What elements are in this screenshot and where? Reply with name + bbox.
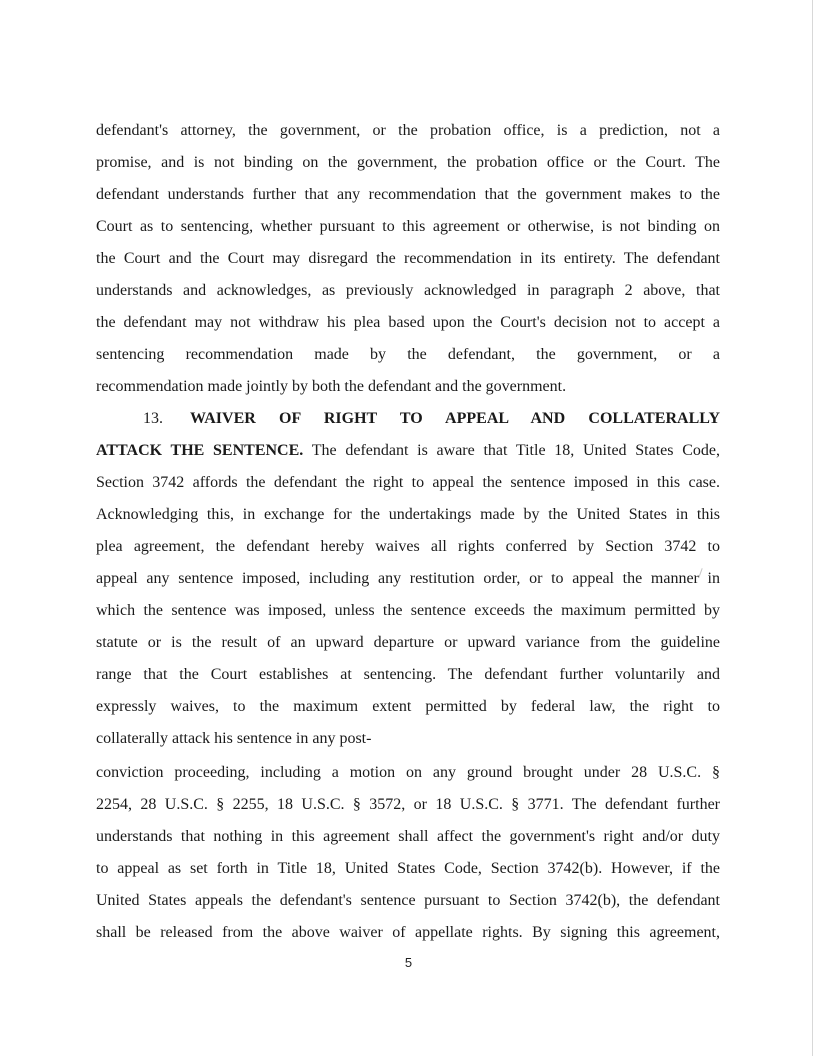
paragraph-13-continued xyxy=(96,757,720,949)
text-line: the defendant may not withdraw his plea based upon the Court's decision not to accept a xyxy=(96,314,720,331)
page-number: 5 xyxy=(404,955,413,970)
text-line: United States appeals the defendant's sentence pursuant to Section 3742(b), the defendant xyxy=(96,892,720,909)
text-line: plea agreement, the defendant hereby waives all rights conferred by Section 3742 to xyxy=(96,538,720,555)
text-line: defendant understands further that any recommendation that the government makes to the xyxy=(96,186,720,203)
text-line: promise, and is not binding on the government, the probation office or the Court. The xyxy=(96,154,720,171)
section-heading-line xyxy=(96,403,720,435)
text-line: which the sentence was imposed, unless the sentence exceeds the maximum permitted by xyxy=(96,602,720,619)
section-heading-cont: ATTACK THE SENTENCE. xyxy=(96,442,304,459)
section-heading: WAIVER OF RIGHT TO APPEAL AND COLLATERALLY xyxy=(190,410,720,427)
text-line xyxy=(96,435,720,467)
text-line: expressly waives, to the maximum extent permitted by federal law, the right to xyxy=(96,698,720,715)
text-line: understands and acknowledges, as previously acknowledged in paragraph 2 above, that xyxy=(96,282,720,299)
text-line: Acknowledging this, in exchange for the undertakings made by the United States in this xyxy=(96,506,720,523)
text-line: recommendation made jointly by both the defendant and the government. xyxy=(96,378,567,395)
text-line: range that the Court establishes at sentencing. The defendant further voluntarily and xyxy=(96,666,720,683)
text-span: The defendant is aware that Title 18, United States Code, xyxy=(303,442,721,459)
text-line: Section 3742 affords the defendant the right to appeal the sentence imposed in this case. xyxy=(96,474,720,491)
text-line: 2254, 28 U.S.C. § 2255, 18 U.S.C. § 3572, or 18 U.S.C. § 3771. The defendant further xyxy=(96,796,720,813)
text-line: the Court and the Court may disregard the recommendation in its entirety. The defendant xyxy=(96,250,720,267)
text-line: understands that nothing in this agreement shall affect the government's right and/or duty xyxy=(96,828,720,845)
section-number: 13. xyxy=(143,410,163,427)
text-line: sentencing recommendation made by the defendant, the government, or a xyxy=(96,346,720,363)
text-line: conviction proceeding, including a motion on any ground brought under 28 U.S.C. § xyxy=(96,764,720,781)
paragraph-12-continued xyxy=(96,115,720,403)
text-line: collaterally attack his sentence in any post- xyxy=(96,730,372,747)
text-line: shall be released from the above waiver of appellate rights. By signing this agreement, xyxy=(96,924,720,941)
text-line: statute or is the result of an upward departure or upward variance from the guideline xyxy=(96,634,720,651)
paragraph-13 xyxy=(96,403,720,755)
text-line: appeal any sentence imposed, including any restitution order, or to appeal the manner in xyxy=(96,570,720,587)
scan-edge-line xyxy=(812,0,813,1056)
text-line: defendant's attorney, the government, or the probation office, is a prediction, not a xyxy=(96,122,720,139)
text-line: to appeal as set forth in Title 18, United States Code, Section 3742(b). However, if the xyxy=(96,860,720,877)
text-line: Court as to sentencing, whether pursuant to this agreement or otherwise, is not binding on xyxy=(96,218,720,235)
